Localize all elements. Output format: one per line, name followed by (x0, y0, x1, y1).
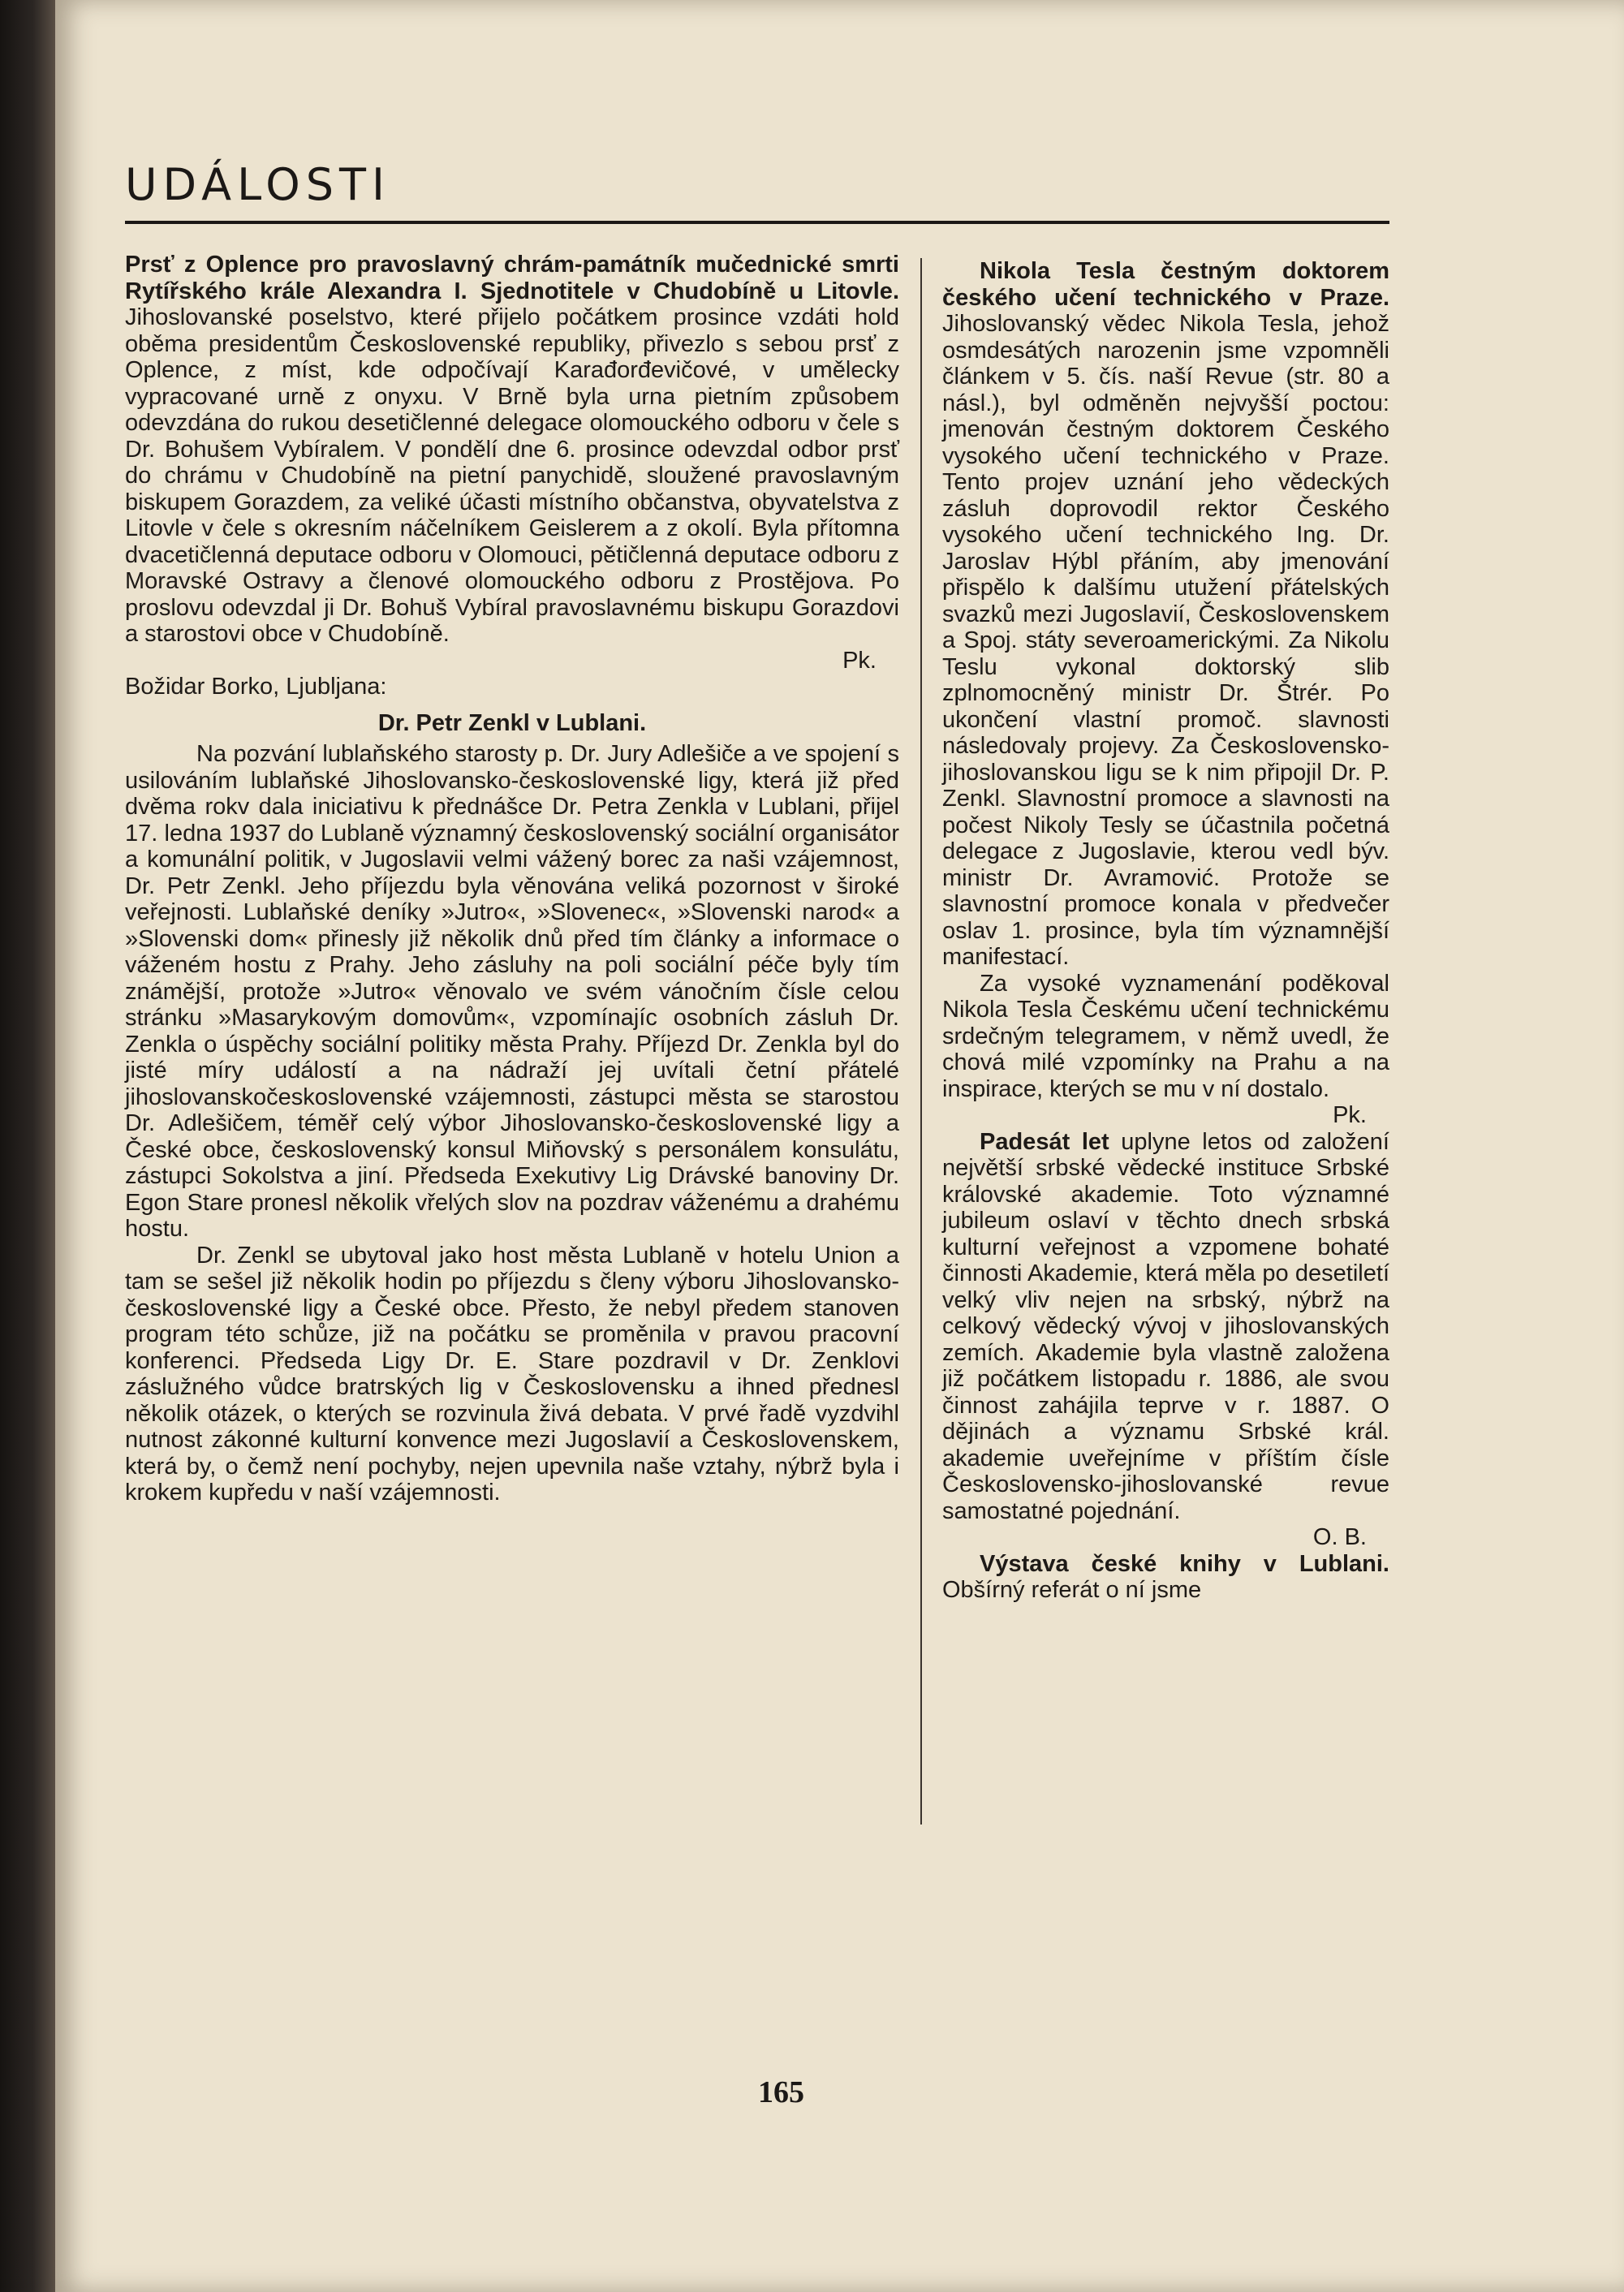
article-oplence-body: Jihoslovanské poselstvo, které přijelo počátkem prosince vzdáti hold oběma presidentům Československé republiky, přivezlo s sebou prsť z Oplence, z míst, kde odpočívají Karađorđevičové, v umělecky vypracované urně z onyxu. V Brně byla urna pietním způsobem odevzdána do rukou desetičlenné delegace olomouckého odboru v čele s Dr. Bohušem Vybíralem. V pondělí dne 6. prosince odevzdal odbor prsť do chrámu v Chudobíně na pietní panychidě, sloužené pravoslavným biskupem Gorazdem, za veliké účasti místního občanstva, obyvatelstva z Litovle v čele s okresním náčelníkem Geislerem a z okolí. Byla přítomna dvacetičlenná deputace odboru v Olomouci, pětičlenná deputace odboru z Moravské Ostravy a členové olomouckého odboru z Prostějova. Po proslovu odevzdal ji Dr. Bohuš Vybíral pravoslavnému biskupu Gorazdovi a starostovi obce v Chudobíně. (125, 304, 899, 647)
article-zenkl-title: Dr. Petr Zenkl v Lublani. (377, 709, 647, 736)
book-spine (0, 0, 55, 2292)
article-akademie-signature: O. B. (1312, 1524, 1367, 1550)
page-number: 165 (758, 2075, 804, 2109)
article-tesla-body: Jihoslovanský vědec Nikola Tesla, jehož osmdesátých narozenin jsme vzpomněli článkem v 5. čís. naší Revue (str. 80 a násl.), byl odměněn nejvyšší poctou: jmenován čestným doktorem Českého vysokého učení technického v Praze. Tento projev uznání jeho vědeckých zásluh doprovodil rektor Českého vysokého učení technického Ing. Dr. Jaroslav Hýbl přáním, aby jmenování přispělo k dalšímu utužení přátelských svazků mezi Jugoslavií, Československem a Spoj. státy severoamerickými. Za Nikolu Teslu vykonal doktorský slib zplnomocněný ministr Dr. Štrér. Po ukončení vlastní promoč. slavnosti následovaly projevy. Za Československo-jihoslovanskou ligu se k nim připojil Dr. P. Zenkl. Slavnostní promoce a slavnosti na počest Nikoly Tesly se účastnila početná delegace z Jugoslavie, kterou vedl býv. ministr Dr. Avramović. Protože se slavnostní promoce konala v předvečer oslav 1. prosince, byla tím významnější manifestací. (942, 311, 1389, 970)
article-vystava-lead: Výstava české knihy v Lublani. (980, 1550, 1389, 1577)
article-oplence (125, 252, 899, 648)
article-tesla (942, 258, 1389, 971)
left-column (125, 252, 899, 1506)
article-tesla-paragraph-2: Za vysoké vyznamenání poděkoval Nikola Tesla Českému učení technickému srdečným telegramem, v němž uvedl, že chová milé vzpomínky na Prahu a na inspirace, kterých se mu v ní dostalo. (942, 970, 1389, 1102)
right-column (942, 258, 1389, 1604)
article-akademie-lead: Padesát let (980, 1128, 1109, 1155)
section-heading: UDÁLOSTI (125, 159, 390, 210)
article-vystava (942, 1551, 1389, 1604)
article-akademie-body: uplyne letos od založení největší srbské vědecké instituce Srbské královské akademie. Toto významné jubileum oslaví v těchto dnech srbská kulturní veřejnost a vzpomene bohaté činnosti Akademie, která měla po desetiletí velký vliv nejen na srbský, nýbrž na celkový vědecký vývoj v jihoslovanských zemích. Akademie byla vlastně založena již počátkem listopadu r. 1886, ale svou činnost zahájila teprve v r. 1887. O dějinách a významu Srbské král. akademie uveřejníme v příštím čísle Československo-jihoslovanské revue samostatné pojednání. (942, 1128, 1389, 1524)
article-zenkl-paragraph-2: Dr. Zenkl se ubytoval jako host města Lublaně v hotelu Union a tam se sešel již několik hodin po příjezdu s členy výboru Jihoslovansko-československé ligy a České obce. Přesto, že nebyl předem stanoven program této schůze, již na počátku se proměnila v pravou pracovní konferenci. Předseda Ligy Dr. E. Stare pozdravil v Dr. Zenklovi záslužného vůdce bratrských lig v Československu a ihned přednesl několik otázek, o kterých se rozvinula živá debata. V prvé řadě vyzdvihl nutnost zákonné kulturní konvence mezi Jugoslavií a Československem, která by, o čemž není pochyby, nejen upevnila naše vztahy, nýbrž byla i krokem kupředu v naší vzájemnosti. (125, 1242, 899, 1506)
article-akademie (942, 1129, 1389, 1525)
article-vystava-body: Obšírný referát o ní jsme (942, 1577, 1202, 1603)
heading-rule (125, 221, 1389, 224)
column-divider (920, 258, 922, 1825)
article-zenkl-paragraph-1: Na pozvání lublaňského starosty p. Dr. Jury Adlešiče a ve spojení s usilováním lublaňské Jihoslovansko-československé ligy, která již před dvěma rokv dala iniciativu k přednášce Dr. Petra Zenkla v Lublani, přijel 17. ledna 1937 do Lublaně významný československý sociální organisátor a komunální politik, v Jugoslavii velmi vážený borec za naši vzájemnost, Dr. Petr Zenkl. Jeho příjezdu byla věnována veliká pozornost v široké veřejnosti. Lublaňské deníky »Jutro«, »Slovenec«, »Slovenski narod« a »Slovenski dom« přinesly již několik dnů před tím články a informace o váženém hostu z Prahy. Jeho zásluhy na poli sociální péče byly tím známější, protože »Jutro« věnovalo ve svém vánočním čísle celou stránku »Masarykovým domovům«, vzpomínajíc osobních zásluh Dr. Zenkla o úspěchy sociální politiky města Prahy. Příjezd Dr. Zenkla byl do jisté míry událostí a na nádraží jej uvítali četní přátelé jihoslovanskočeskoslovenské vzájemnosti, zástupci města se starostou Dr. Adlešičem, téměř celý výbor Jihoslovansko-československé ligy a České obce, československý konsul Miňovský s personálem konsulátu, zástupci Sokolstva a jiní. Předseda Exekutivy Lig Drávské banoviny Dr. Egon Stare pronesl několik vřelých slov na pozdrav váženému a drahému hostu. (125, 741, 899, 1242)
article-tesla-signature: Pk. (1333, 1102, 1367, 1128)
article-zenkl-author: Božidar Borko, Ljubljana: (125, 674, 387, 700)
article-tesla-lead: Nikola Tesla čestným doktorem českého učení technického v Praze. (942, 258, 1389, 311)
article-oplence-signature: Pk. (842, 647, 877, 674)
article-oplence-lead: Prsť z Oplence pro pravoslavný chrám-památník mučednické smrti Rytířského krále Alexandra I. Sjednotitele v Chudobíně u Litovle. (125, 252, 899, 304)
